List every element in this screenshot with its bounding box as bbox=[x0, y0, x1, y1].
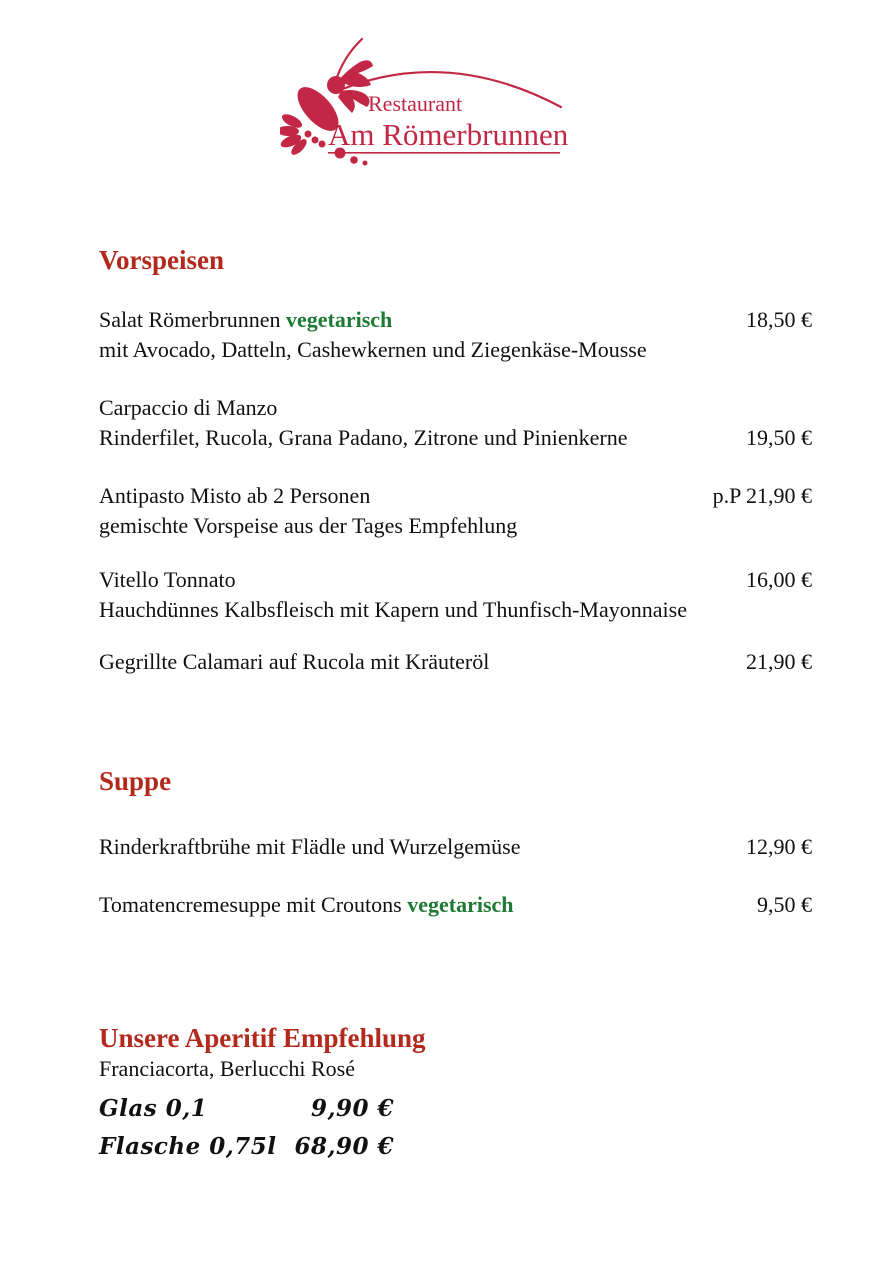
item-title: Vitello Tonnato bbox=[99, 567, 236, 592]
item-description: gemischte Vorspeise aus der Tages Empfehlung bbox=[99, 513, 518, 538]
item-price: 21,90 € bbox=[746, 649, 812, 674]
crayfish-icon bbox=[280, 33, 570, 171]
section-heading: Suppe bbox=[99, 766, 172, 796]
item-title: Carpaccio di Manzo bbox=[99, 395, 278, 420]
aperitif-subtitle: Franciacorta, Berlucchi Rosé bbox=[99, 1056, 355, 1081]
item-title-text: Salat Römerbrunnen bbox=[99, 307, 286, 332]
option-label: Flasche 0,75l bbox=[99, 1133, 277, 1160]
menu-item-vitello bbox=[99, 565, 812, 625]
logo-line2: Am Römerbrunnen bbox=[328, 117, 569, 152]
menu-item-calamari bbox=[99, 647, 812, 677]
item-title: Rinderkraftbrühe mit Flädle und Wurzelgemüse bbox=[99, 834, 521, 859]
item-description: mit Avocado, Datteln, Cashewkernen und Ziegenkäse-Mousse bbox=[99, 337, 647, 362]
item-title bbox=[99, 890, 514, 920]
menu-item-salat bbox=[99, 305, 812, 365]
item-price: p.P 21,90 € bbox=[712, 483, 812, 508]
item-description: Rinderfilet, Rucola, Grana Padano, Zitrone und Pinienkerne bbox=[99, 425, 628, 450]
option-price: 9,90 € bbox=[310, 1095, 394, 1122]
item-price: 18,50 € bbox=[746, 307, 812, 332]
section-heading: Unsere Aperitif Empfehlung bbox=[99, 1023, 426, 1053]
item-price: 16,00 € bbox=[746, 567, 812, 592]
menu-item-tomatensuppe bbox=[99, 890, 812, 920]
vegetarisch-tag: vegetarisch bbox=[285, 307, 393, 332]
item-title-text: Tomatencremesuppe mit Croutons bbox=[99, 892, 408, 917]
item-price: 9,50 € bbox=[757, 892, 812, 917]
section-aperitif bbox=[99, 1022, 812, 1162]
option-label: Glas 0,1 bbox=[99, 1095, 208, 1122]
item-title: Antipasto Misto ab 2 Personen bbox=[99, 483, 371, 508]
logo-underline bbox=[328, 152, 560, 154]
item-title: Gegrillte Calamari auf Rucola mit Kräuteröl bbox=[99, 649, 490, 674]
restaurant-logo bbox=[280, 33, 570, 171]
item-price: 12,90 € bbox=[746, 834, 812, 859]
section-vorspeisen bbox=[99, 242, 812, 705]
aperitif-option-flasche bbox=[99, 1132, 394, 1162]
section-heading: Vorspeisen bbox=[99, 245, 225, 275]
item-description: Hauchdünnes Kalbsfleisch mit Kapern und Thunfisch-Mayonnaise bbox=[99, 597, 687, 622]
item-price: 19,50 € bbox=[746, 425, 812, 450]
aperitif-option-glas bbox=[99, 1094, 394, 1124]
menu-item-carpaccio bbox=[99, 393, 812, 453]
logo-line1: Restaurant bbox=[368, 91, 463, 116]
menu-item-rinderkraftbruehe bbox=[99, 832, 812, 862]
option-price: 68,90 € bbox=[294, 1133, 394, 1160]
section-suppe bbox=[99, 763, 812, 948]
vegetarisch-tag: vegetarisch bbox=[407, 892, 514, 917]
menu-item-antipasto bbox=[99, 481, 812, 541]
item-title bbox=[99, 305, 392, 335]
